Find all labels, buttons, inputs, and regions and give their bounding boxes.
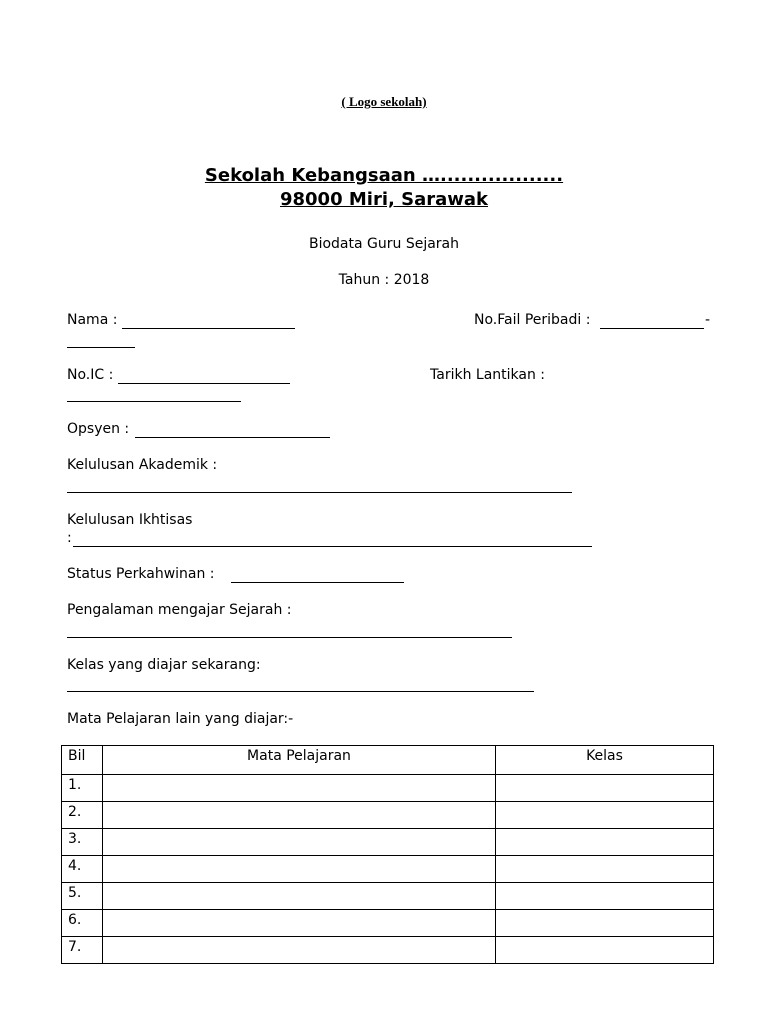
- subject-cell[interactable]: [103, 883, 496, 910]
- no-ic-line[interactable]: [118, 383, 290, 384]
- status-perkahwinan-line[interactable]: [231, 582, 404, 583]
- row-number: 6.: [62, 910, 103, 937]
- class-cell[interactable]: [496, 829, 714, 856]
- school-name: Sekolah Kebangsaan …..................: [204, 165, 564, 186]
- school-address: 98000 Miri, Sarawak: [279, 189, 488, 210]
- status-perkahwinan-label: Status Perkahwinan :: [67, 566, 215, 582]
- no-ic-label: No.IC :: [67, 367, 114, 383]
- kelas-diajar-label: Kelas yang diajar sekarang:: [67, 657, 261, 673]
- kelulusan-ikhtisas-line[interactable]: [73, 546, 592, 547]
- subject-cell[interactable]: [103, 829, 496, 856]
- table-row: [62, 829, 714, 856]
- class-cell[interactable]: [496, 910, 714, 937]
- logo-placeholder: ( Logo sekolah): [341, 94, 427, 109]
- no-fail-label: No.Fail Peribadi :: [474, 312, 591, 328]
- nama-label: Nama :: [67, 312, 118, 328]
- class-cell[interactable]: [496, 883, 714, 910]
- mata-pelajaran-lain-label: Mata Pelajaran lain yang diajar:-: [67, 711, 294, 727]
- row-number: 3.: [62, 829, 103, 856]
- row-number: 4.: [62, 856, 103, 883]
- opsyen-line[interactable]: [135, 437, 330, 438]
- no-fail-line-cont[interactable]: [67, 347, 135, 348]
- subject-cell[interactable]: [103, 775, 496, 802]
- subject-cell[interactable]: [103, 856, 496, 883]
- no-fail-separator: -: [705, 312, 711, 328]
- pengalaman-label: Pengalaman mengajar Sejarah :: [67, 602, 292, 618]
- class-cell[interactable]: [496, 775, 714, 802]
- row-number: 1.: [62, 775, 103, 802]
- table-row: [62, 883, 714, 910]
- class-cell[interactable]: [496, 802, 714, 829]
- subject-cell[interactable]: [103, 937, 496, 964]
- header-bil: Bil: [62, 746, 103, 775]
- year-label: Tahun : 2018: [338, 272, 430, 288]
- subject-cell[interactable]: [103, 910, 496, 937]
- class-cell[interactable]: [496, 856, 714, 883]
- nama-line[interactable]: [122, 328, 295, 329]
- table-row: [62, 802, 714, 829]
- table-row: [62, 775, 714, 802]
- subjects-table: [61, 745, 714, 964]
- header-mata-pelajaran: Mata Pelajaran: [103, 746, 496, 775]
- kelulusan-ikhtisas-colon: :: [67, 530, 72, 546]
- tarikh-lantikan-line[interactable]: [67, 401, 241, 402]
- kelulusan-akademik-line[interactable]: [67, 492, 572, 493]
- row-number: 5.: [62, 883, 103, 910]
- kelulusan-akademik-label: Kelulusan Akademik :: [67, 457, 218, 473]
- form-title: Biodata Guru Sejarah: [308, 236, 460, 252]
- header-kelas: Kelas: [496, 746, 714, 775]
- row-number: 2.: [62, 802, 103, 829]
- table-row: [62, 910, 714, 937]
- opsyen-label: Opsyen :: [67, 421, 130, 437]
- pengalaman-line[interactable]: [67, 637, 512, 638]
- kelulusan-ikhtisas-label: Kelulusan Ikhtisas: [67, 512, 193, 528]
- table-row: [62, 856, 714, 883]
- row-number: 7.: [62, 937, 103, 964]
- subject-cell[interactable]: [103, 802, 496, 829]
- kelas-diajar-line[interactable]: [67, 691, 534, 692]
- no-fail-line[interactable]: [600, 328, 704, 329]
- table-row: [62, 937, 714, 964]
- class-cell[interactable]: [496, 937, 714, 964]
- table-header-row: [62, 746, 714, 775]
- tarikh-lantikan-label: Tarikh Lantikan :: [430, 367, 546, 383]
